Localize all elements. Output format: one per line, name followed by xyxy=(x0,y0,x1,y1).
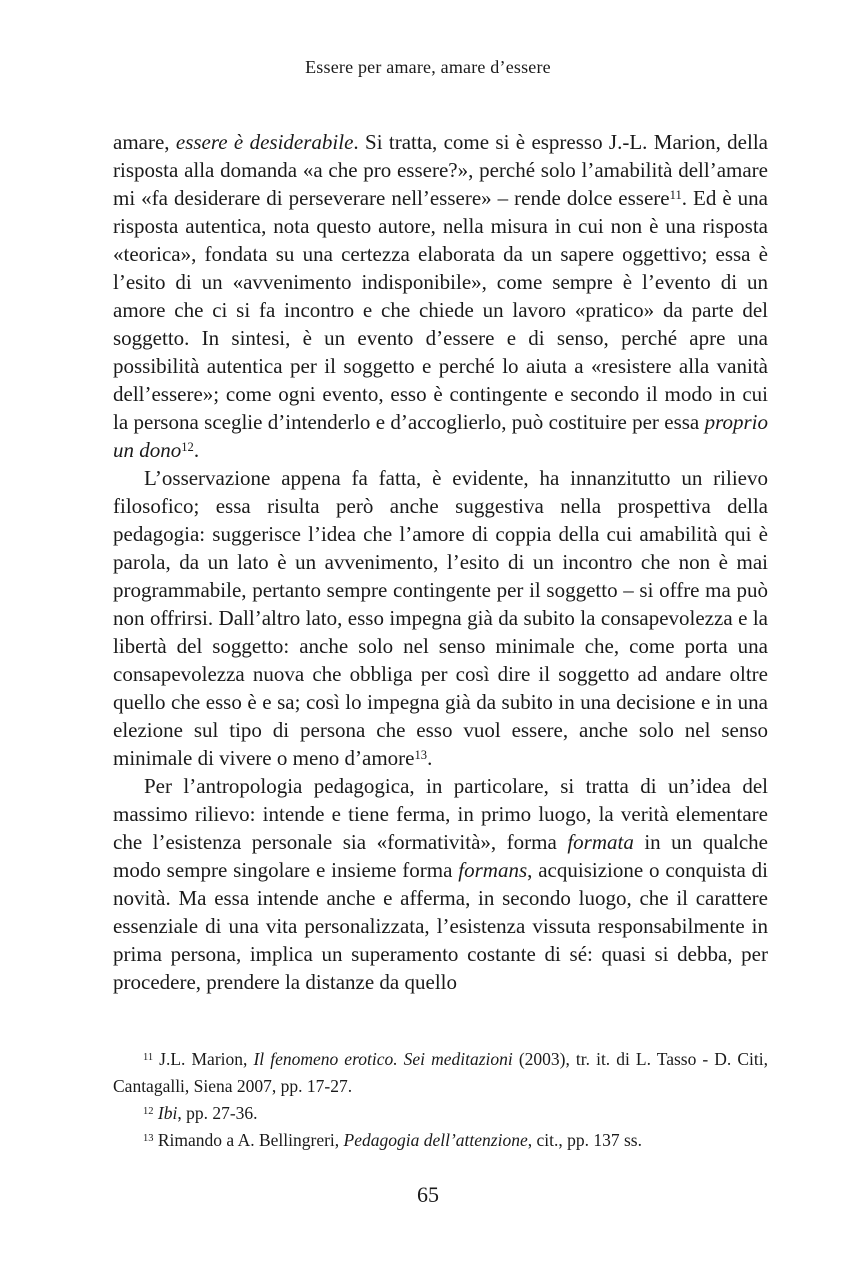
footnote: $^{11}$ J.L. Marion, Il fenomeno erotico. Sei meditazioni (2003), tr. it. di L. Tasso - D. Citi, Cantagalli, Siena 2007, pp. 17-27. xyxy=(113,1049,768,1096)
body-text xyxy=(113,128,768,996)
italic-phrase: Ibi xyxy=(157,1103,178,1123)
footnote-marker: 13 xyxy=(143,1132,154,1144)
page-number: 65 xyxy=(417,1182,439,1207)
footnote: $^{12}$ Ibi, pp. 27-36. xyxy=(143,1103,258,1123)
footnote-marker: 11 xyxy=(669,187,682,202)
footnote-marker: 13 xyxy=(414,747,428,762)
paragraph: Per l’antropologia pedagogica, in particolare, si tratta di un’idea del massimo rilievo: intende e tiene ferma, in primo luogo, la verità elementare che l’esistenza personale sia «formatività», forma formata in un qualche modo sempre singolare e insieme forma formans, acquisizione o conquista di novità. Ma essa intende anche e afferma, in secondo luogo, che il carattere essenziale di una vita personalizzata, l’esistenza vissuta responsabilmente in prima persona, implica un superamento costante di sé: quasi si debba, per procedere, prendere la distanze da quello xyxy=(113,774,769,994)
footnote-marker: 12 xyxy=(181,439,194,454)
footnote-marker: 12 xyxy=(143,1105,154,1117)
italic-phrase: essere è desiderabile xyxy=(175,130,354,154)
running-head: Essere per amare, amare d’essere xyxy=(305,57,551,77)
footnotes xyxy=(113,1046,768,1154)
footnote: $^{13}$ Rimando a A. Bellingreri, Pedagogia dell’attenzione, cit., pp. 137 ss. xyxy=(143,1130,642,1150)
italic-phrase: Pedagogia dell’attenzione xyxy=(343,1130,528,1150)
paragraph: L’osservazione appena fa fatta, è evidente, ha innanzitutto un rilievo filosofico; essa risulta però anche suggestiva nella prospettiva della pedagogia: suggerisce l’idea che l’amore di coppia della cui amabilità qui è parola, da un lato è un avvenimento, l’esito di un incontro che non è mai programmabile, pertanto sempre contingente per il soggetto – si offre ma può non offrirsi. Dall’altro lato, esso impegna già da subito la consapevolezza e la libertà del soggetto: anche solo nel senso minimale che, come porta una consapevolezza nuova che obbliga per così dire il soggetto ad andare oltre quello che esso è e sa; così lo impegna già da subito in una decisione e in una elezione sul tipo di persona che esso vuol essere, anche solo nel senso minimale di vivere o meno d’amore$^{13}$. xyxy=(113,466,768,770)
italic-phrase: Il fenomeno erotico. Sei meditazioni xyxy=(253,1049,513,1069)
footnote-marker: 11 xyxy=(143,1051,154,1063)
paragraph: amare, essere è desiderabile. Si tratta, come si è espresso J.-L. Marion, della risposta alla domanda «a che pro essere?», perché solo l’amabilità dell’amare mi «fa desiderare di perseverare nell’essere» – rende dolce essere$^{11}$. Ed è una risposta autentica, nota questo autore, nella misura in cui non è una risposta «teorica», fondata su una certezza elaborata da un sapere oggettivo; essa è l’esito di un «avvenimento indisponibile», come sempre è l’evento di un amore che ci si fa incontro e che chiede un lavoro «pratico» da parte del soggetto. In sintesi, è un evento d’essere e di senso, perché apre una possibilità autentica per il soggetto e perché lo aiuta a «resistere alla vanità dell’essere»; come ogni evento, esso è contingente e secondo il modo in cui la persona sceglie d’intenderlo e d’accoglierlo, può costituire per essa proprio un dono$^{12}$. xyxy=(113,130,768,462)
italic-phrase: formans xyxy=(458,858,528,882)
italic-phrase: proprio un dono xyxy=(113,410,768,462)
italic-phrase: formata xyxy=(567,830,634,854)
